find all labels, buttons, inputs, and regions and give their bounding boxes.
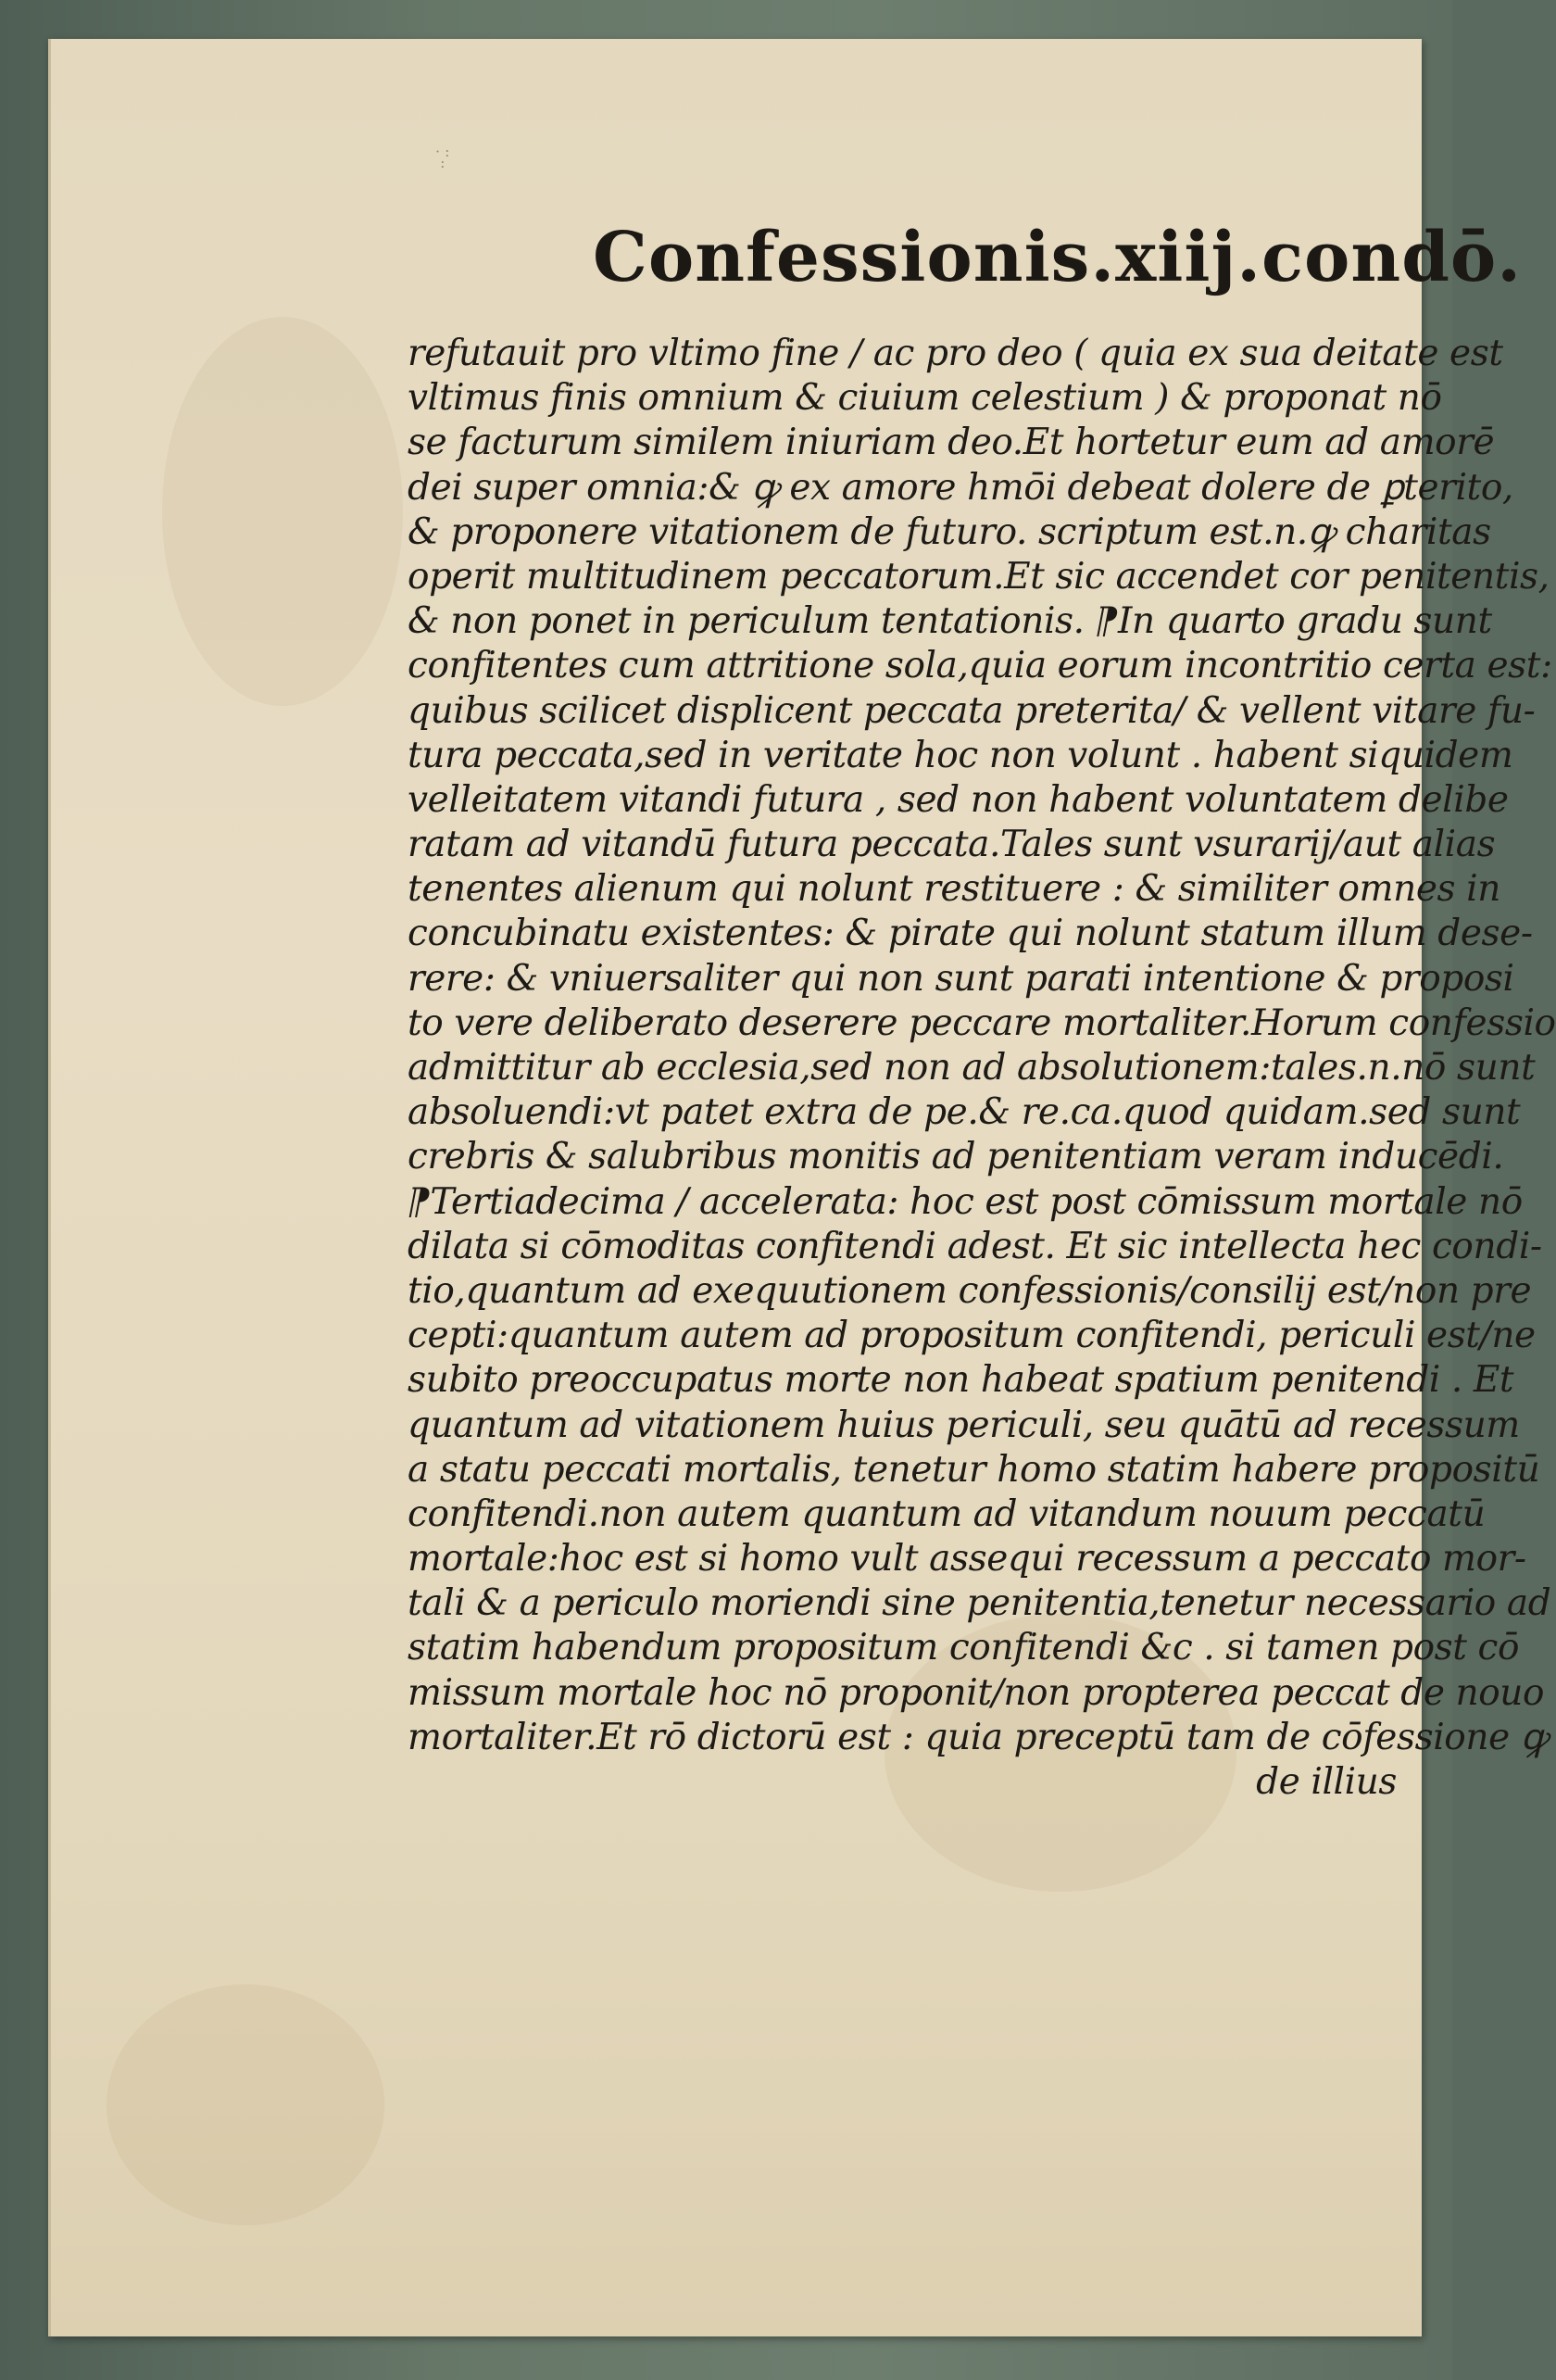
text-line: dilata si cōmoditas confitendi adest. Et sic intellecta hec condi-: [408, 1225, 1542, 1267]
page-mark: · : :: [435, 143, 450, 171]
text-line: subito preoccupatus morte non habeat spatium penitendi . Et: [408, 1359, 1514, 1402]
text-line: tenentes alienum qui nolunt restituere : & similiter omnes in: [408, 868, 1500, 911]
text-line: confitendi.non autem quantum ad vitandum nouum peccatū: [408, 1492, 1486, 1535]
text-line: quibus scilicet displicent peccata preterita/ & vellent vitare fu-: [408, 689, 1536, 732]
text-line: velleitatem vitandi futura , sed non habent voluntatem delibe: [408, 778, 1509, 821]
running-head: Confessionis.xiij.condō.: [593, 218, 1523, 297]
text-line: to vere deliberato deserere peccare mortaliter.Horum confessio: [408, 1001, 1556, 1044]
text-line: crebris & salubribus monitis ad penitentiam veram inducēdi.: [408, 1136, 1504, 1178]
text-line: se facturum similem iniuriam deo.Et hortetur eum ad amorē: [408, 422, 1495, 464]
catchword: de illius: [1256, 1761, 1397, 1803]
text-line: cepti:quantum autem ad propositum confitendi, periculi est/ne: [408, 1315, 1536, 1357]
text-line: rere: & vniuersaliter qui non sunt parati intentione & proposi: [408, 957, 1514, 1000]
text-line: statim habendum propositum confitendi &c . si tamen post cō: [408, 1627, 1520, 1669]
text-line: admittitur ab ecclesia,sed non ad absolutionem:tales.n.nō sunt: [408, 1047, 1536, 1089]
text-line: absoluendi:vt patet extra de pe.& re.ca.quod quidam.sed sunt: [408, 1091, 1521, 1134]
paper-stain: [162, 317, 403, 706]
text-line: tio,quantum ad exequutionem confessionis/consilij est/non pre: [408, 1269, 1532, 1312]
text-line: & proponere vitationem de futuro. scriptum est.n.ꝙ charitas: [408, 510, 1491, 553]
text-line: dei super omnia:& ꝙ ex amore hmōi debeat dolere de ꝑterito,: [408, 466, 1513, 509]
paper-stain: [107, 1984, 384, 2225]
text-line: concubinatu existentes: & pirate qui nolunt statum illum dese-: [408, 913, 1533, 955]
text-line: mortaliter.Et rō dictorū est : quia preceptū tam de cōfessione ꝙ: [408, 1716, 1548, 1758]
text-line: vltimus finis omnium & ciuium celestium ) & proponat nō: [408, 377, 1442, 420]
text-line: mortale:hoc est si homo vult assequi recessum a peccato mor-: [408, 1538, 1526, 1580]
text-line: a statu peccati mortalis, tenetur homo statim habere propositū: [408, 1448, 1540, 1491]
text-line: & non ponet in periculum tentationis. ⁋In quarto gradu sunt: [408, 600, 1492, 643]
text-line: quantum ad vitationem huius periculi, seu quātū ad recessum: [408, 1404, 1520, 1446]
text-line: operit multitudinem peccatorum.Et sic accendet cor penitentis,: [408, 555, 1550, 598]
text-line: confitentes cum attritione sola,quia eorum incontritio certa est:: [408, 645, 1552, 687]
text-line: missum mortale hoc nō proponit/non propterea peccat de nouo: [408, 1671, 1545, 1714]
text-line: ratam ad vitandū futura peccata.Tales sunt vsurarij/aut alias: [408, 824, 1496, 866]
text-line: refutauit pro vltimo fine / ac pro deo ( quia ex sua deitate est: [408, 333, 1503, 374]
body-text: [408, 332, 1556, 1805]
text-line: ⁋Tertiadecima / accelerata: hoc est post cōmissum mortale nō: [408, 1180, 1523, 1223]
text-line: tali & a periculo moriendi sine penitentia,tenetur necessario ad: [408, 1582, 1551, 1625]
text-line: tura peccata,sed in veritate hoc non volunt . habent siquidem: [408, 734, 1513, 776]
